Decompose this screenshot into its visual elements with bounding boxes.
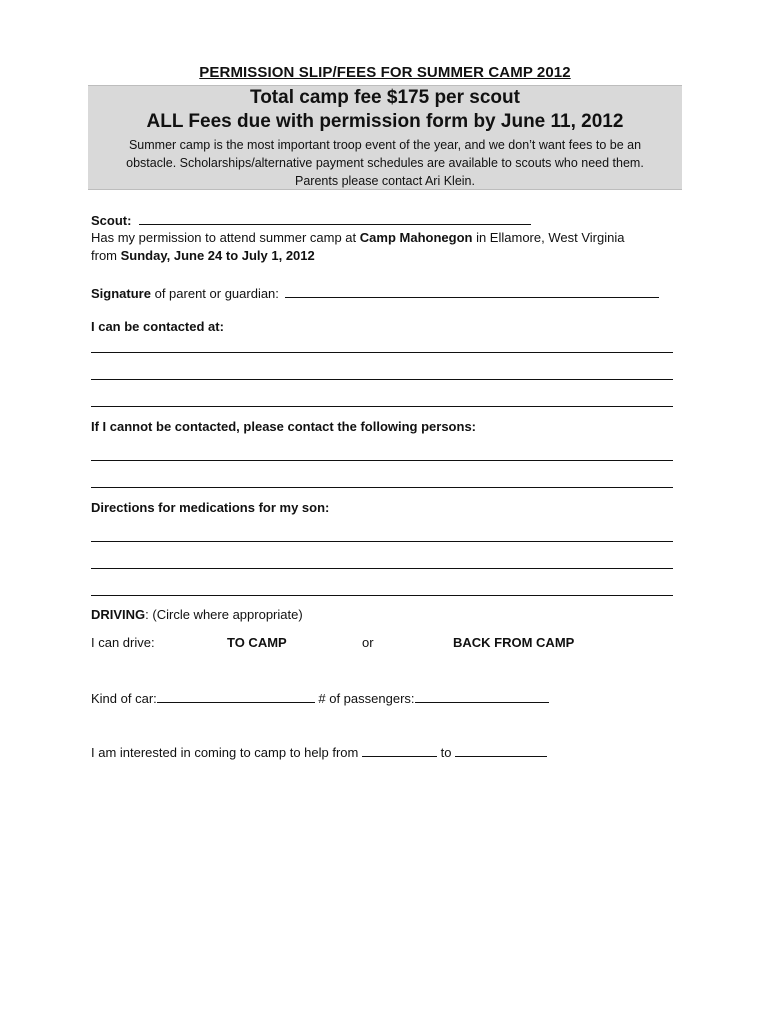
dates-row xyxy=(91,248,315,263)
or-text: or xyxy=(362,635,374,650)
from-text: from xyxy=(91,248,117,263)
fee-line: Total camp fee $175 per scout xyxy=(250,87,520,108)
signature-label-bold: Signature xyxy=(91,286,151,301)
due-line: ALL Fees due with permission form by June 11, 2012 xyxy=(146,111,624,132)
alternate-line-1[interactable] xyxy=(91,460,673,461)
medications-label: Directions for medications for my son: xyxy=(91,500,330,515)
contact-line-1[interactable] xyxy=(91,352,673,353)
help-from-field[interactable] xyxy=(362,743,437,757)
passengers-label: # of passengers: xyxy=(318,691,415,706)
help-row xyxy=(91,743,547,760)
form-title: PERMISSION SLIP/FEES FOR SUMMER CAMP 2012 xyxy=(199,64,571,81)
camp-location: in Ellamore, West Virginia xyxy=(476,230,625,245)
help-to-text: to xyxy=(440,745,452,760)
scout-label: Scout: xyxy=(91,213,132,228)
alternate-line-2[interactable] xyxy=(91,487,673,488)
permission-text: Has my permission to attend summer camp at xyxy=(91,230,357,245)
fee-banner xyxy=(88,85,682,190)
signature-row xyxy=(91,284,659,301)
driving-row xyxy=(91,607,303,622)
alternate-contact-label: If I cannot be contacted, please contact the following persons: xyxy=(91,419,476,434)
help-text: I am interested in coming to camp to help from xyxy=(91,745,359,760)
kind-of-car-field[interactable] xyxy=(157,689,315,703)
note-line-2: obstacle. Scholarships/alternative payment schedules are available to scouts who need them. xyxy=(126,156,644,170)
scout-row xyxy=(91,211,531,228)
camp-dates: Sunday, June 24 to July 1, 2012 xyxy=(120,248,315,263)
camp-name: Camp Mahonegon xyxy=(359,230,473,245)
kind-of-car-label: Kind of car: xyxy=(91,691,157,706)
contact-line-3[interactable] xyxy=(91,406,673,407)
medications-line-3[interactable] xyxy=(91,595,673,596)
contact-line-2[interactable] xyxy=(91,379,673,380)
permission-row xyxy=(91,230,624,245)
contact-label: I can be contacted at: xyxy=(91,319,224,334)
medications-line-1[interactable] xyxy=(91,541,673,542)
can-drive-label: I can drive: xyxy=(91,635,155,650)
car-row xyxy=(91,689,549,706)
to-camp-option[interactable]: TO CAMP xyxy=(227,635,287,650)
banner-note xyxy=(88,136,682,190)
scout-name-field[interactable] xyxy=(139,211,531,225)
signature-label-rest: of parent or guardian: xyxy=(154,286,279,301)
note-line-1: Summer camp is the most important troop event of the year, and we don’t want fees to be an xyxy=(128,138,642,152)
back-from-camp-option[interactable]: BACK FROM CAMP xyxy=(453,635,575,650)
medications-line-2[interactable] xyxy=(91,568,673,569)
signature-field[interactable] xyxy=(285,284,659,298)
driving-instruction: : (Circle where appropriate) xyxy=(145,607,303,622)
driving-label: DRIVING xyxy=(91,607,146,622)
passengers-field[interactable] xyxy=(415,689,549,703)
help-to-field[interactable] xyxy=(455,743,547,757)
note-line-3: Parents please contact Ari Klein. xyxy=(295,174,475,188)
